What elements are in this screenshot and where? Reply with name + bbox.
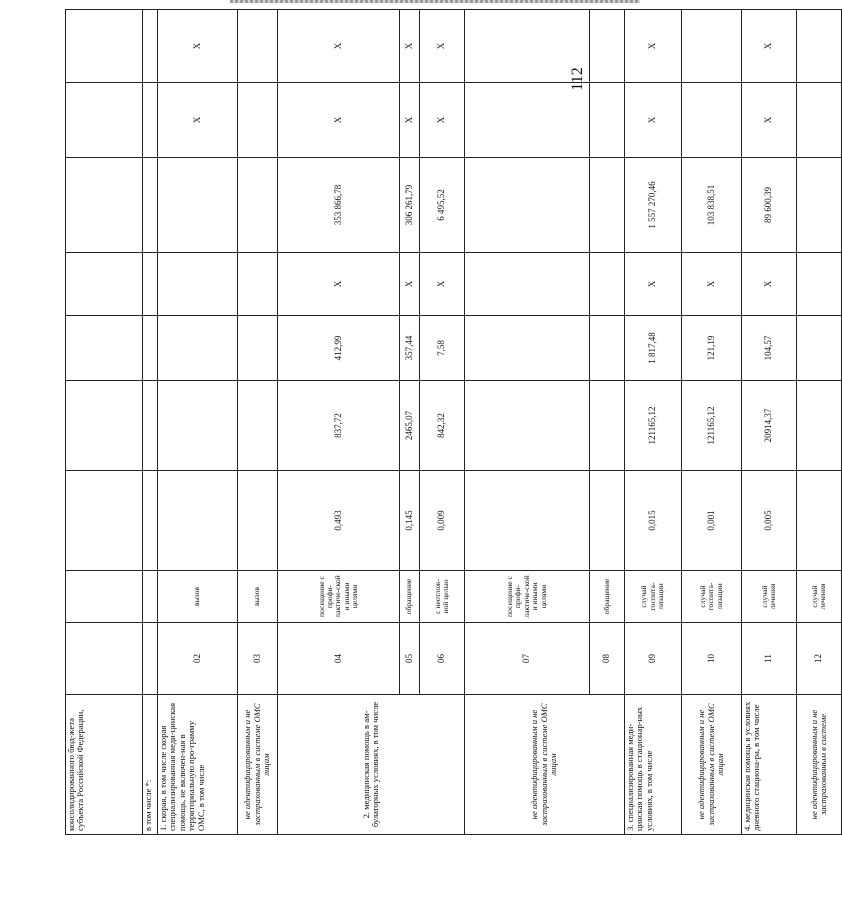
unit-cell: посещение с профи-лактиче-ской и иными целями xyxy=(278,571,400,623)
cell-per-capita-oms: X xyxy=(400,253,420,316)
cell-total-oms xyxy=(797,83,842,158)
page-number: 112 xyxy=(569,67,586,91)
line-code: 12 xyxy=(797,623,842,695)
unit-cell: случай госпита-лизации xyxy=(625,571,682,623)
cell-cost xyxy=(465,381,590,471)
cell-cost xyxy=(590,381,625,471)
row-name: 4. медицинская помощь в условиях дневного стациона-ра, в том числе xyxy=(742,695,797,835)
cell-cost xyxy=(158,381,238,471)
cell-cost: 20914,37 xyxy=(742,381,797,471)
cell-total-budget xyxy=(797,158,842,253)
row-name: не идентифицированным и не застрахованным в системе ОМС лицам xyxy=(465,695,625,835)
cell-total-budget: 306 261,79 xyxy=(400,158,420,253)
cell-volume xyxy=(238,471,278,571)
cell-cost xyxy=(797,381,842,471)
cell-per-capita-budget: 1 817,48 xyxy=(625,316,682,381)
cell-per-capita-oms xyxy=(797,253,842,316)
cell-percent: X xyxy=(278,10,400,83)
cell-total-oms: X xyxy=(158,83,238,158)
cell-cost xyxy=(238,381,278,471)
cell-per-capita-oms: X xyxy=(278,253,400,316)
cell-total-budget: 353 866,78 xyxy=(278,158,400,253)
cell-volume: 0,005 xyxy=(742,471,797,571)
cell-volume xyxy=(465,471,590,571)
cell-per-capita-oms xyxy=(238,253,278,316)
unit-cell: вызов xyxy=(238,571,278,623)
row-name: не идентифицированным и не застрахованным в системе xyxy=(797,695,842,835)
cell-total-oms: X xyxy=(420,83,465,158)
table-row xyxy=(742,10,797,835)
cell-per-capita-oms: X xyxy=(682,253,742,316)
cell-per-capita-oms: X xyxy=(420,253,465,316)
cell-cost: 121165,12 xyxy=(625,381,682,471)
cell-percent xyxy=(465,10,590,83)
cell-total-oms xyxy=(238,83,278,158)
cell-percent xyxy=(590,10,625,83)
cell-total-oms: X xyxy=(625,83,682,158)
cell-volume: 0,493 xyxy=(278,471,400,571)
cell-total-oms: X xyxy=(400,83,420,158)
cell-cost: 842,32 xyxy=(420,381,465,471)
cell-total-oms: X xyxy=(278,83,400,158)
cell-per-capita-oms xyxy=(465,253,590,316)
cell-per-capita-budget xyxy=(797,316,842,381)
cell-total-oms xyxy=(682,83,742,158)
row-name: не идентифицированным и не застрахованным в системе ОМС лицам xyxy=(682,695,742,835)
cost-table xyxy=(65,9,842,835)
cell-percent xyxy=(238,10,278,83)
cell-volume xyxy=(590,471,625,571)
line-code: 02 xyxy=(158,623,238,695)
table-row xyxy=(143,10,158,835)
unit-cell: обращение xyxy=(400,571,420,623)
table-row xyxy=(797,10,842,835)
row-name: консолидированного бюд-жета субъекта Российской Федерации, xyxy=(66,695,143,835)
cell-cost: 121165,12 xyxy=(682,381,742,471)
table-row xyxy=(625,10,682,835)
cell-per-capita-oms: X xyxy=(625,253,682,316)
cell-total-budget: 1 557 270,46 xyxy=(625,158,682,253)
cell-per-capita-budget xyxy=(238,316,278,381)
row-name: в том числе *: xyxy=(143,695,158,835)
cell-per-capita-budget xyxy=(158,316,238,381)
cell-per-capita-budget xyxy=(590,316,625,381)
cell-per-capita-budget: 412,99 xyxy=(278,316,400,381)
line-code: 03 xyxy=(238,623,278,695)
table-row xyxy=(465,10,590,835)
cell-percent: X xyxy=(742,10,797,83)
cell-total-budget: 89 600,39 xyxy=(742,158,797,253)
cell-per-capita-budget: 121,19 xyxy=(682,316,742,381)
cell-volume xyxy=(158,471,238,571)
cell-per-capita-budget: 357,44 xyxy=(400,316,420,381)
line-code: 04 xyxy=(278,623,400,695)
cell-total-budget: 6 495,52 xyxy=(420,158,465,253)
cell-volume: 0,001 xyxy=(682,471,742,571)
row-name: 1. скорая, в том числе скорая специализированная меди-цинская помощь, не включен-ная в территориальную про-грамму ОМС, в том числе xyxy=(158,695,238,835)
cell-per-capita-budget: 104,57 xyxy=(742,316,797,381)
cell-total-budget: 103 838,51 xyxy=(682,158,742,253)
cell-percent xyxy=(682,10,742,83)
cell-percent xyxy=(797,10,842,83)
line-code: 10 xyxy=(682,623,742,695)
cell-percent: X xyxy=(420,10,465,83)
table-row xyxy=(238,10,278,835)
cell-total-oms xyxy=(590,83,625,158)
cell-volume: 0,145 xyxy=(400,471,420,571)
row-name: 3. специализированная меди-цинская помощь в стационар-ных условиях, в том числе xyxy=(625,695,682,835)
unit-cell: с неотлож-ной целью xyxy=(420,571,465,623)
line-code: 09 xyxy=(625,623,682,695)
cell-total-budget xyxy=(465,158,590,253)
cell-per-capita-budget xyxy=(465,316,590,381)
row-name: 2. медицинская помощь в ам-булаторных условиях, в том числе xyxy=(278,695,465,835)
cell-total-budget xyxy=(158,158,238,253)
cell-volume: 0,015 xyxy=(625,471,682,571)
cell-cost: 2465,07 xyxy=(400,381,420,471)
cell-total-budget xyxy=(238,158,278,253)
scan-edge xyxy=(230,0,640,3)
cell-volume: 0,009 xyxy=(420,471,465,571)
unit-cell: случай лечения xyxy=(742,571,797,623)
line-code: 06 xyxy=(420,623,465,695)
cell-percent: X xyxy=(400,10,420,83)
cell-per-capita-oms xyxy=(158,253,238,316)
cell-per-capita-oms xyxy=(590,253,625,316)
table-row xyxy=(682,10,742,835)
cell-percent: X xyxy=(158,10,238,83)
table-row xyxy=(66,10,143,835)
unit-cell: вызов xyxy=(158,571,238,623)
cell-per-capita-oms: X xyxy=(742,253,797,316)
unit-cell: случай лечения xyxy=(797,571,842,623)
line-code: 05 xyxy=(400,623,420,695)
table-row xyxy=(158,10,238,835)
cell-percent: X xyxy=(625,10,682,83)
line-code: 07 xyxy=(465,623,590,695)
cell-total-oms xyxy=(465,83,590,158)
row-name: не идентифицированным и не застрахованным в системе ОМС лицам xyxy=(238,695,278,835)
cell-total-oms: X xyxy=(742,83,797,158)
cell-cost: 837,72 xyxy=(278,381,400,471)
unit-cell: случай госпита-лизации xyxy=(682,571,742,623)
line-code: 11 xyxy=(742,623,797,695)
cell-total-budget xyxy=(590,158,625,253)
unit-cell: посещение с профи-лактиче-ской и иными целями xyxy=(465,571,590,623)
cell-per-capita-budget: 7,58 xyxy=(420,316,465,381)
line-code: 08 xyxy=(590,623,625,695)
unit-cell: обращение xyxy=(590,571,625,623)
table-row xyxy=(278,10,400,835)
cell-volume xyxy=(797,471,842,571)
